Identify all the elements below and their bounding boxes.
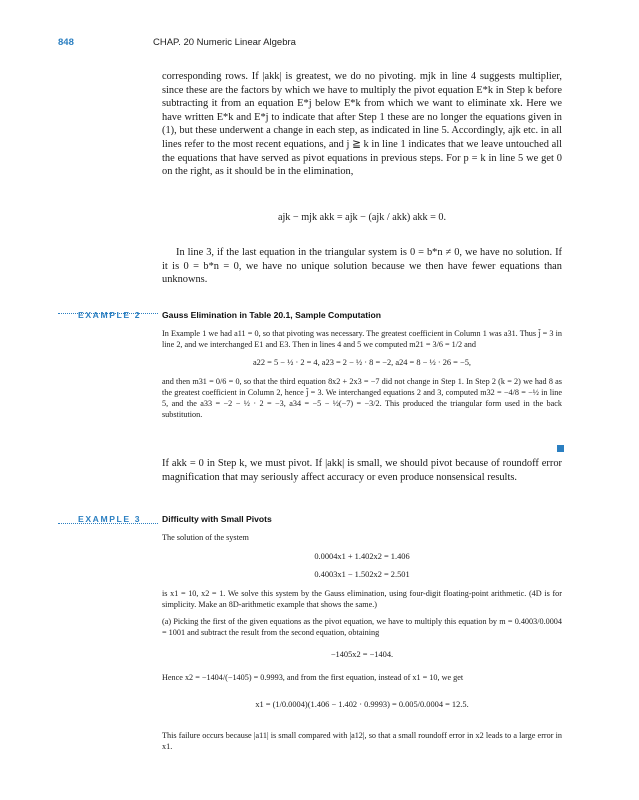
body-paragraph-2: In line 3, if the last equation in the triangular system is 0 = b*n ≠ 0, we have no solution. If it is 0 = b*n = 0, we have no unique solution because we then have fewer equations than unknowns. [162,247,562,286]
example-2-title: Gauss Elimination in Table 20.1, Sample Computation [162,310,382,320]
chapter-title: CHAP. 20 Numeric Linear Algebra [153,37,296,48]
example-3-text-2: (a) Picking the first of the given equations as the pivot equation, we have to multiply this equation by m = 0.4003/0.0004 = 1001 and subtract the result from the second equation, obtaining [162,617,562,637]
system-equation-1: 0.0004x1 + 1.402x2 = 1.406 [314,552,410,561]
example-2-equation: a22 = 5 − ½ · 2 = 4, a23 = 2 − ½ · 8 = −2, a24 = 8 − ½ · 26 = −5, [252,358,472,367]
body-paragraph-1: corresponding rows. If |akk| is greatest, we do no pivoting. mjk in line 4 suggests multiplier, since these are the factors by which we have to multiply the pivot equation E*k in Step k before subtracting it from an equation E*j below E*k from which we want to eliminate xk. Here we have written E*k and E*j to indicate that after Step 1 these are no longer the equations given in (1), but these underwent a change in each step, as indicated in line 5. Accordingly, ajk etc. in all lines refer to the most recent equations, and j ≧ k in line 1 indicates that we leave untouched all the equations that have served as pivot equations in previous steps. For p = k in line 5 we get 0 on the right, as it should be in the elimination, [162,71,562,178]
reduced-equation: −1405x2 = −1404. [330,650,394,659]
example-3-text-1: is x1 = 10, x2 = 1. We solve this system by the Gauss elimination, using four-digit floating-point arithmetic. (4D is for simplicity. Make an 8D-arithmetic example that shows the same.) [162,589,562,609]
elimination-equation: ajk − mjk akk = ajk − (ajk / akk) akk = 0. [277,212,447,223]
system-equation-2: 0.4003x1 − 1.502x2 = 2.501 [314,570,410,579]
x1-result-equation: x1 = (1/0.0004)(1.406 − 1.402 · 0.9993) = 0.005/0.0004 = 12.5. [255,700,469,709]
example-3-text-4: This failure occurs because |a11| is small compared with |a12|, so that a small roundoff error in x2 leads to a large error in x1. [162,731,562,751]
example-3-label: EXAMPLE 3 [78,514,142,524]
page-number: 848 [58,37,74,48]
example-3-text-3: Hence x2 = −1404/(−1405) = 0.9993, and from the first equation, instead of x1 = 10, we get [162,673,464,682]
example-2-label: EXAMPLE 2 [78,310,142,320]
example-2-text-2: and then m31 = 0/6 = 0, so that the third equation 8x2 + 2x3 = −7 did not change in Step 1. In Step 2 (k = 2) we had 8 as the greatest coefficient in Column 2, hence j̃ = 3. We interchanged equations 2 and 3, computed m32 = −4/8 = −½ in line 5, and the a33 = −2 − ½ · 2 = −3, a34 = −5 − ½(−7) = −3/2. This produced the triangular form used in the back substitution. [162,377,562,419]
body-paragraph-3: If akk = 0 in Step k, we must pivot. If |akk| is small, we should pivot because of roundoff error magnification that may seriously affect accuracy or even produce nonsensical results. [162,458,562,483]
example-2-text-1: In Example 1 we had a11 = 0, so that pivoting was necessary. The greatest coefficient in Column 1 was a31. Thus j̃ = 3 in line 2, and we interchanged E1 and E3. Then in lines 4 and 5 we computed m21 = 3/6 = 1/2 and [162,329,562,349]
end-of-example-marker [557,445,564,452]
example-3-intro: The solution of the system [162,533,249,542]
example-3-title: Difficulty with Small Pivots [162,514,272,524]
